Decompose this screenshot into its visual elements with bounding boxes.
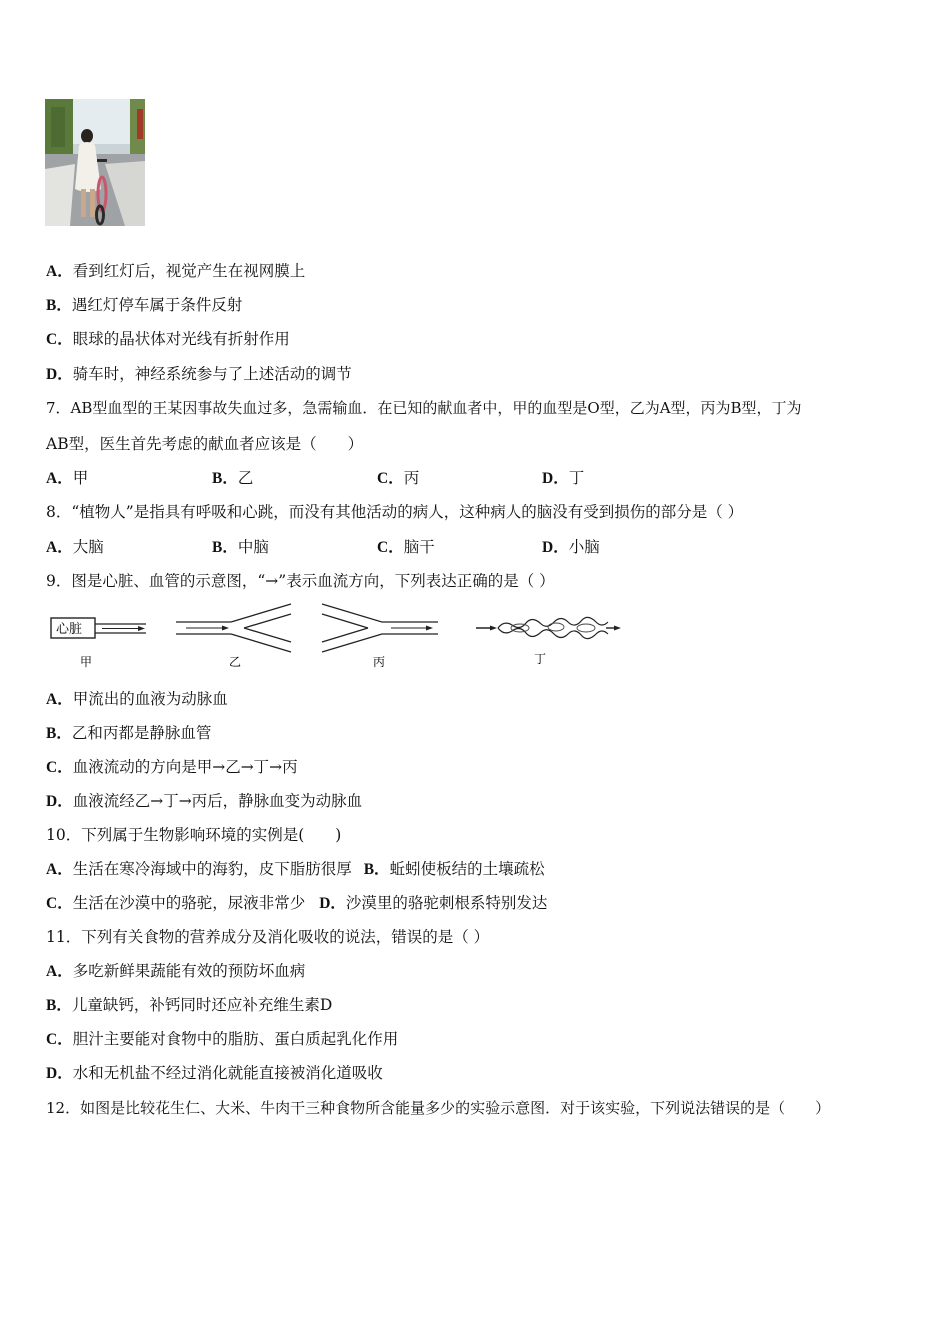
q11-stem: 11．下列有关食物的营养成分及消化吸收的说法，错误的是（ ）: [46, 928, 490, 946]
option-letter: A．: [46, 963, 73, 980]
diagram-yi: [176, 604, 291, 652]
q8-option-d: [542, 537, 600, 558]
q10-stem: 10．下列属于生物影响环境的实例是( ): [46, 826, 342, 844]
option-text: 血液流经乙→丁→丙后，静脉血变为动脉血: [72, 792, 363, 810]
option-text: 乙: [237, 469, 254, 487]
option-letter: C．: [46, 331, 73, 348]
option-text: 蚯蚓使板结的土壤疏松: [389, 860, 545, 878]
diagram-label-bing: 丙: [373, 655, 386, 669]
q9-option-d: [46, 791, 362, 812]
q10-options-line1: [46, 859, 545, 880]
q7-option-d: [542, 468, 584, 489]
q9-option-a: [46, 689, 228, 710]
option-letter: D．: [542, 539, 569, 556]
q6-option-b: [46, 295, 242, 316]
option-letter: C．: [377, 470, 404, 487]
q12-stem: 12．如图是比较花生仁、大米、牛肉干三种食物所含能量多少的实验示意图．对于该实验，下列说法错误的是（ ）: [46, 1099, 831, 1117]
q6-option-d: [46, 364, 352, 385]
option-text: 乙和丙都是静脉血管: [71, 724, 212, 742]
diagram-ding: [476, 617, 621, 638]
option-letter: D．: [46, 793, 73, 810]
heart-label: 心脏: [56, 622, 83, 637]
q11-option-d: [46, 1063, 383, 1084]
diagram-bing: [322, 604, 438, 652]
option-text: 中脑: [237, 538, 269, 556]
heart-vessel-diagram: [46, 600, 626, 672]
option-text: 胆汁主要能对食物中的脂肪、蛋白质起乳化作用: [72, 1030, 399, 1048]
option-text: 甲: [72, 469, 89, 487]
option-letter: C．: [377, 539, 404, 556]
option-text: 遇红灯停车属于条件反射: [71, 296, 243, 314]
option-text: 丙: [403, 469, 420, 487]
option-text: 沙漠里的骆驼刺根系特别发达: [345, 894, 548, 912]
option-letter: B．: [46, 725, 72, 742]
option-text: 多吃新鲜果蔬能有效的预防坏血病: [72, 962, 306, 980]
q8-stem: 8．“植物人”是指具有呼吸和心跳，而没有其他活动的病人，这种病人的脑没有受到损伤的部分是（ ）: [46, 503, 744, 521]
option-letter: A．: [46, 470, 73, 487]
option-text: 儿童缺钙，补钙同时还应补充维生素D: [71, 996, 333, 1014]
diagram-label-yi: 乙: [229, 655, 242, 669]
option-letter: A．: [46, 861, 73, 878]
option-text: 大脑: [72, 538, 104, 556]
option-letter: C．: [46, 759, 73, 776]
option-text: 骑车时，神经系统参与了上述活动的调节: [72, 365, 352, 383]
q9-stem: 9．图是心脏、血管的示意图，“→”表示血流方向，下列表达正确的是（ ）: [46, 572, 555, 590]
crosswalk-bicycle-photo: [45, 99, 145, 226]
q7-option-c: [377, 468, 419, 489]
option-letter: D．: [319, 895, 346, 912]
option-text: 眼球的晶状体对光线有折射作用: [72, 330, 290, 348]
option-text: 生活在沙漠中的骆驼，尿液非常少: [72, 894, 306, 912]
q8-option-b: [212, 537, 269, 558]
option-letter: A．: [46, 539, 73, 556]
option-letter: D．: [542, 470, 569, 487]
option-letter: B．: [212, 470, 238, 487]
q10-options-line2: [46, 893, 547, 914]
q11-option-c: [46, 1029, 398, 1050]
option-letter: A．: [46, 691, 73, 708]
diagram-label-jia: 甲: [80, 655, 93, 669]
option-letter: D．: [46, 366, 73, 383]
option-text: 丁: [568, 469, 585, 487]
q7-stem-line2: AB型，医生首先考虑的献血者应该是（ ）: [46, 435, 364, 453]
diagram-label-ding: 丁: [534, 652, 547, 666]
option-letter: B．: [212, 539, 238, 556]
option-letter: C．: [46, 1031, 73, 1048]
q8-option-a: [46, 537, 104, 558]
q6-option-c: [46, 329, 290, 350]
option-letter: A．: [46, 263, 73, 280]
q7-option-b: [212, 468, 253, 489]
q6-option-a: [46, 261, 305, 282]
option-text: 血液流动的方向是甲→乙→丁→丙: [72, 758, 298, 776]
option-text: 甲流出的血液为动脉血: [72, 690, 228, 708]
q7-stem-line1: 7．AB型血型的王某因事故失血过多，急需输血．在已知的献血者中，甲的血型是O型，乙为A型，丙为B型，丁为: [46, 399, 802, 417]
q8-option-c: [377, 537, 435, 558]
q11-option-b: [46, 995, 332, 1016]
q9-option-b: [46, 723, 211, 744]
diagram-jia: [51, 618, 146, 638]
option-letter: B．: [46, 997, 72, 1014]
option-letter: B．: [46, 297, 72, 314]
option-text: 脑干: [403, 538, 435, 556]
q11-option-a: [46, 961, 305, 982]
option-letter: B．: [363, 861, 390, 878]
option-text: 看到红灯后，视觉产生在视网膜上: [72, 262, 306, 280]
option-text: 小脑: [568, 538, 600, 556]
option-text: 水和无机盐不经过消化就能直接被消化道吸收: [72, 1064, 383, 1082]
q7-option-a: [46, 468, 88, 489]
option-letter: C．: [46, 895, 73, 912]
q9-option-c: [46, 757, 298, 778]
option-letter: D．: [46, 1065, 73, 1082]
option-text: 生活在寒冷海域中的海豹，皮下脂肪很厚: [72, 860, 352, 878]
